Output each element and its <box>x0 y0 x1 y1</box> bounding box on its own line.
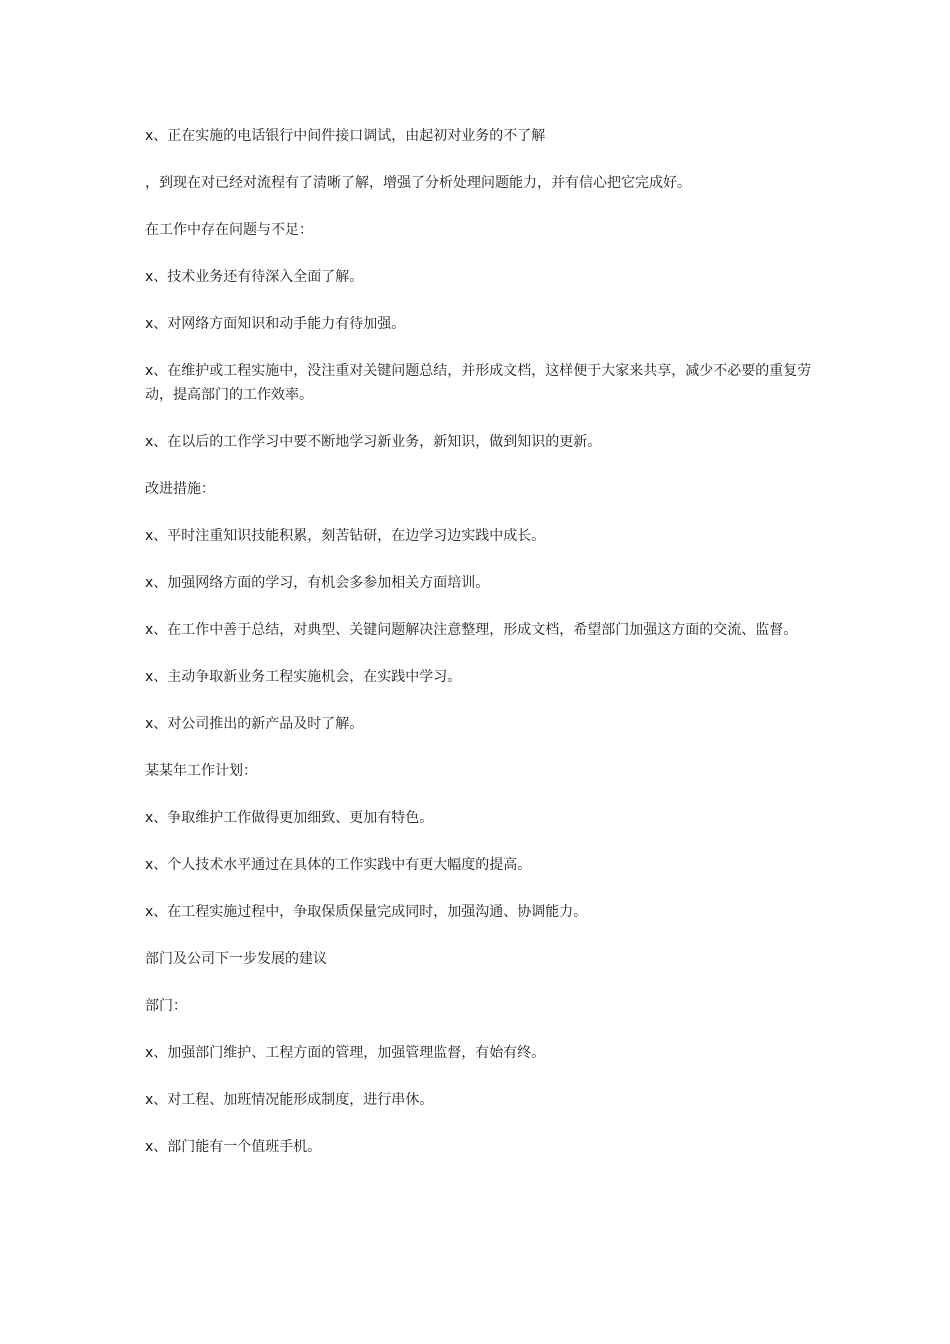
paragraph-13: x、对公司推出的新产品及时了解。 <box>145 716 364 732</box>
paragraph-4: x、技术业务还有待深入全面了解。 <box>145 269 364 285</box>
paragraph-22: x、部门能有一个值班手机。 <box>145 1139 322 1155</box>
paragraph-6: x、在维护或工程实施中，没注重对关键问题总结，并形成文档，这样便于大家来共享，减少不必要的重复劳动，提高部门的工作效率。 <box>145 363 812 403</box>
paragraph-11: x、在工作中善于总结，对典型、关键问题解决注意整理，形成文档，希望部门加强这方面的交流、监督。 <box>145 622 798 638</box>
paragraph-20: x、加强部门维护、工程方面的管理，加强管理监督，有始有终。 <box>145 1045 546 1061</box>
paragraph-16: x、个人技术水平通过在具体的工作实践中有更大幅度的提高。 <box>145 857 532 873</box>
section-heading-improvements: 改进措施： <box>145 481 215 497</box>
paragraph-9: x、平时注重知识技能积累，刻苦钻研，在边学习边实践中成长。 <box>145 528 546 544</box>
paragraph-15: x、争取维护工作做得更加细致、更加有特色。 <box>145 810 434 826</box>
document-body <box>145 124 813 1182</box>
section-heading-problems: 在工作中存在问题与不足： <box>145 222 313 238</box>
section-heading-suggestions: 部门及公司下一步发展的建议 <box>145 951 327 967</box>
section-heading-plan: 某某年工作计划： <box>145 763 257 779</box>
subheading-department: 部门： <box>145 998 187 1014</box>
paragraph-10: x、加强网络方面的学习，有机会多参加相关方面培训。 <box>145 575 490 591</box>
paragraph-7: x、在以后的工作学习中要不断地学习新业务，新知识，做到知识的更新。 <box>145 434 602 450</box>
paragraph-21: x、对工程、加班情况能形成制度，进行串休。 <box>145 1092 434 1108</box>
paragraph-5: x、对网络方面知识和动手能力有待加强。 <box>145 316 406 332</box>
paragraph-12: x、主动争取新业务工程实施机会，在实践中学习。 <box>145 669 462 685</box>
paragraph-17: x、在工程实施过程中，争取保质保量完成同时，加强沟通、协调能力。 <box>145 904 588 920</box>
paragraph-2: ，到现在对已经对流程有了清晰了解，增强了分析处理问题能力，并有信心把它完成好。 <box>145 175 691 191</box>
paragraph-1: x、正在实施的电话银行中间件接口调试，由起初对业务的不了解 <box>145 128 546 144</box>
